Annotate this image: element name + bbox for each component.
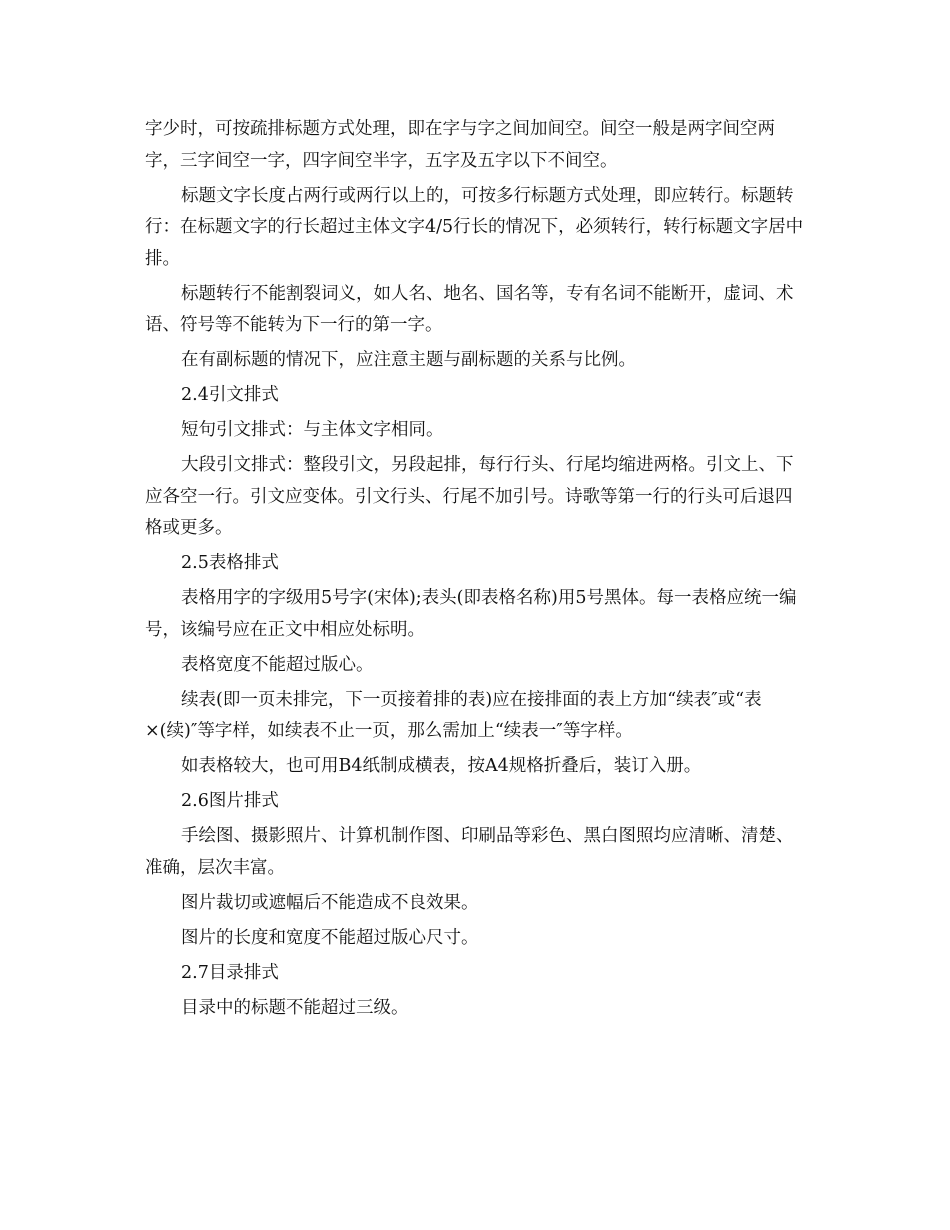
paragraph-title-breaking: 标题转行不能割裂词义，如人名、地名、国名等，专有名词不能断开，虚词、术语、符号等不能转为下一行的第一字。 — [145, 283, 794, 335]
paragraph-spacing-rules: 字少时，可按疏排标题方式处理，即在字与字之间加间空。间空一般是两字间空两字，三字间空一字，四字间空半字，五字及五字以下不间空。 — [145, 119, 775, 171]
paragraph-image-size: 图片的长度和宽度不能超过版心尺寸。 — [181, 927, 479, 948]
document-body — [145, 114, 807, 1028]
paragraph-continued-table: 续表(即一页未排完，下一页接着排的表)应在接排面的表上方加“续表″或“表×(续)″等字样，如续表不止一页，那么需加上“续表一″等字样。 — [145, 689, 762, 741]
paragraph-image-quality: 手绘图、摄影照片、计算机制作图、印刷品等彩色、黑白图照均应清晰、清楚、准确，层次丰富。 — [145, 826, 794, 878]
section-heading-table: 2.5表格排式 — [181, 553, 279, 573]
section-heading-image: 2.6图片排式 — [181, 791, 279, 811]
section-heading-quotation: 2.4引文排式 — [181, 385, 279, 405]
paragraph-contents-levels: 目录中的标题不能超过三级。 — [181, 997, 409, 1018]
paragraph-image-cropping: 图片裁切或遮幅后不能造成不良效果。 — [181, 892, 479, 913]
paragraph-multiline-title: 标题文字长度占两行或两行以上的，可按多行标题方式处理，即应转行。标题转行：在标题文字的行长超过主体文字4/5行长的情况下，必须转行，转行标题文字居中排。 — [145, 185, 804, 269]
paragraph-long-quotation: 大段引文排式：整段引文，另段起排，每行行头、行尾均缩进两格。引文上、下应各空一行。引文应变体。引文行头、行尾不加引号。诗歌等第一行的行头可后退四格或更多。 — [145, 455, 794, 538]
paragraph-table-font: 表格用字的字级用5号字(宋体);表头(即表格名称)用5号黑体。每一表格应统一编号，该编号应在正文中相应处标明。 — [145, 588, 797, 640]
paragraph-table-width: 表格宽度不能超过版心。 — [181, 654, 374, 675]
paragraph-large-table: 如表格较大，也可用B4纸制成横表，按A4规格折叠后，装订入册。 — [181, 756, 702, 776]
paragraph-short-quotation: 短句引文排式：与主体文字相同。 — [181, 420, 444, 440]
section-heading-contents: 2.7目录排式 — [181, 962, 279, 983]
paragraph-subtitle: 在有副标题的情况下，应注意主题与副标题的关系与比例。 — [181, 350, 636, 370]
